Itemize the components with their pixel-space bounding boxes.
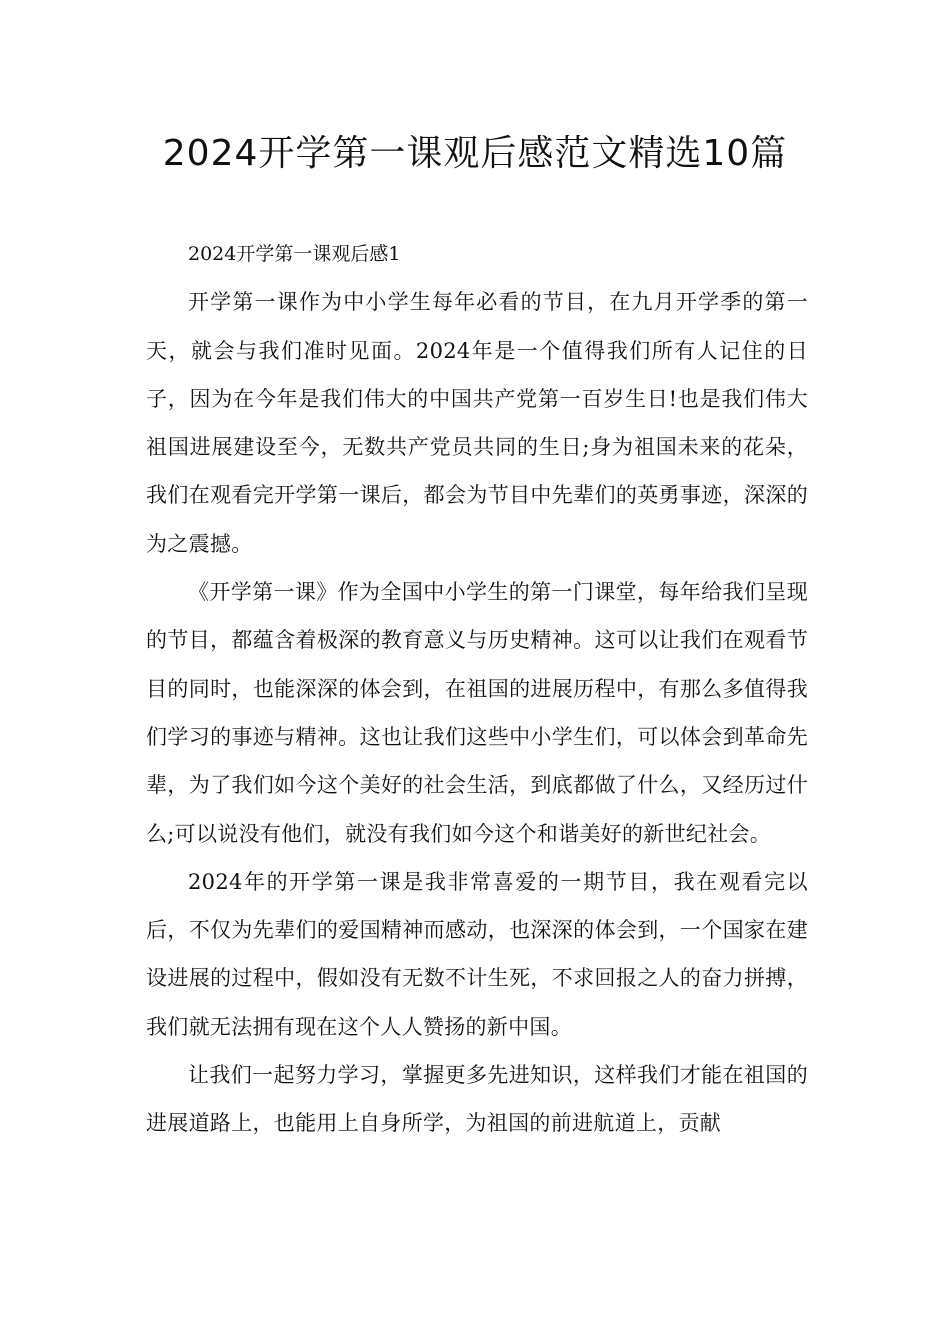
- paragraph-1: 开学第一课作为中小学生每年必看的节目，在九月开学季的第一天，就会与我们准时见面。2024年是一个值得我们所有人记住的日子，因为在今年是我们伟大的中国共产党第一百岁生日!也是我们伟大祖国进展建设至今，无数共产党员共同的生日;身为祖国未来的花朵，我们在观看完开学第一课后，都会为节目中先辈们的英勇事迹，深深的为之震撼。: [146, 290, 808, 556]
- document-body: [146, 230, 808, 1148]
- paragraph-2: 《开学第一课》作为全国中小学生的第一门课堂，每年给我们呈现的节目，都蕴含着极深的教育意义与历史精神。这可以让我们在观看节目的同时，也能深深的体会到，在祖国的进展历程中，有那么多值得我们学习的事迹与精神。这也让我们这些中小学生们，可以体会到革命先辈，为了我们如今这个美好的社会生活，到底都做了什么，又经历过什么;可以说没有他们，就没有我们如今这个和谐美好的新世纪社会。: [146, 580, 808, 846]
- paragraph-3: 2024年的开学第一课是我非常喜爱的一期节目，我在观看完以后，不仅为先辈们的爱国精神而感动，也深深的体会到，一个国家在建设进展的过程中，假如没有无数不计生死，不求回报之人的奋力拼搏，我们就无法拥有现在这个人人赞扬的新中国。: [146, 869, 808, 1039]
- paragraph-4: 让我们一起努力学习，掌握更多先进知识，这样我们才能在祖国的进展道路上，也能用上自身所学，为祖国的前进航道上，贡献: [146, 1063, 808, 1136]
- document-title: 2024开学第一课观后感范文精选10篇: [162, 133, 788, 174]
- section-heading: 2024开学第一课观后感1: [188, 243, 401, 265]
